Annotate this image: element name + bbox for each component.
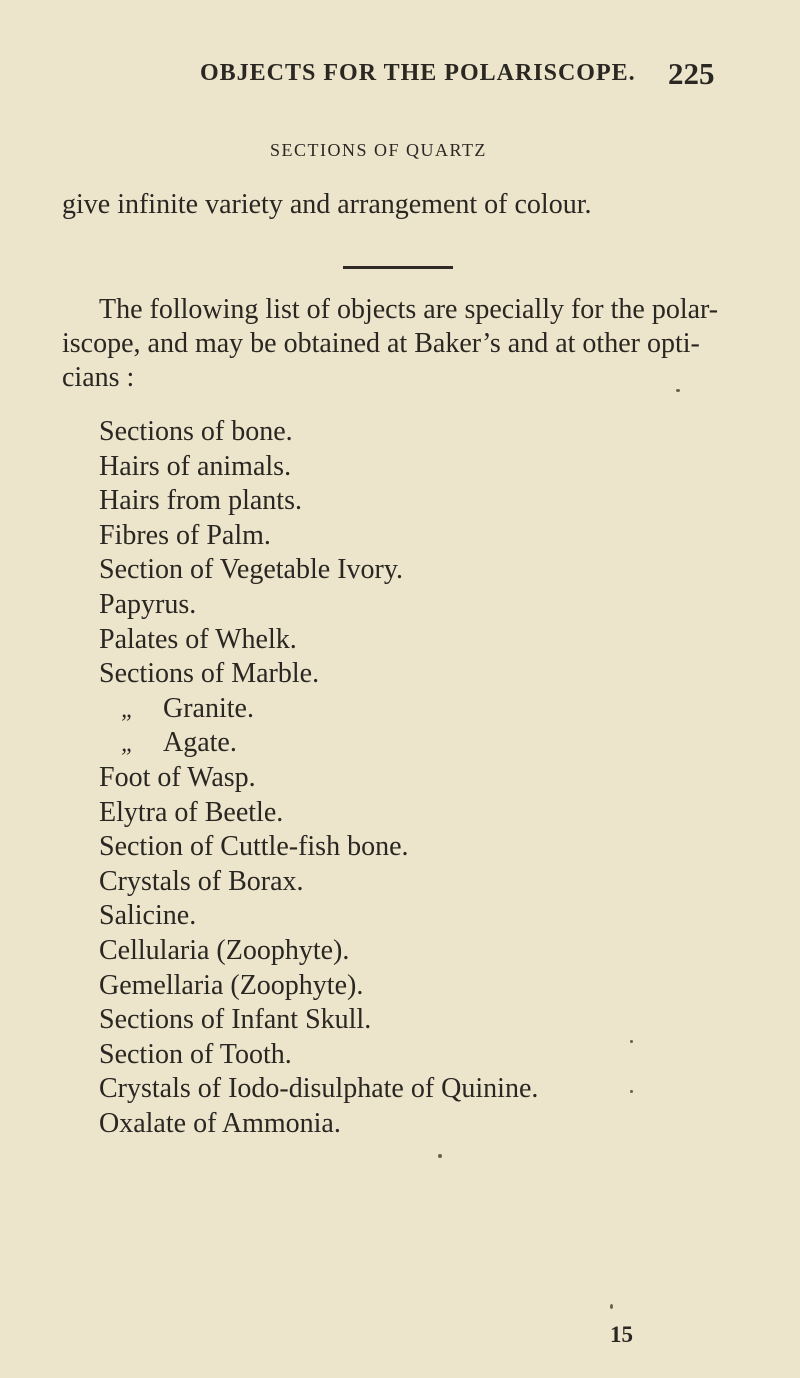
list-item	[99, 866, 304, 898]
list-item-text: Agate.	[163, 727, 237, 759]
ditto-mark: „	[121, 731, 135, 758]
paper-speck	[630, 1040, 633, 1043]
list-item	[99, 520, 271, 552]
list-item-text: Cellularia (Zoophyte).	[99, 935, 350, 966]
signature-mark: 15	[610, 1322, 633, 1347]
list-item	[99, 900, 196, 932]
list-item	[99, 970, 363, 1002]
list-item-text: Salicine.	[99, 900, 197, 932]
list-item-text: Elytra of Beetle.	[99, 796, 284, 828]
list-item-text: Sections of bone.	[99, 416, 293, 447]
list-item-text: Crystals of Iodo-disulphate of Quinine.	[99, 1073, 539, 1105]
list-item	[99, 485, 302, 517]
section-heading: SECTIONS OF QUARTZ	[270, 140, 487, 160]
list-item	[99, 416, 293, 448]
list-item-text: Hairs of animals.	[99, 450, 292, 482]
ditto-mark: „	[121, 696, 135, 723]
paper-speck	[438, 1154, 442, 1158]
list-item	[99, 658, 319, 690]
list-item-text: Sections of Infant Skull.	[99, 1004, 372, 1036]
list-item	[99, 727, 237, 759]
list-item	[99, 1039, 292, 1071]
section-divider	[343, 266, 453, 269]
list-item-text: Papyrus.	[99, 589, 197, 620]
list-item	[99, 589, 196, 621]
running-title: OBJECTS FOR THE POLARISCOPE.	[200, 60, 636, 86]
list-item	[99, 797, 283, 829]
list-item-text: Section of Cuttle-fish bone.	[99, 831, 409, 863]
list-item-text: Granite.	[163, 692, 254, 724]
list-item-text: Palates of Whelk.	[99, 623, 297, 655]
paper-speck	[676, 389, 680, 392]
paper-speck	[630, 1090, 633, 1093]
list-item	[99, 1004, 371, 1036]
page-number: 225	[668, 56, 715, 91]
list-item	[99, 693, 254, 725]
list-item	[99, 935, 349, 967]
paragraph-line-1: The following list of objects are specially for the polar-	[99, 294, 719, 325]
paragraph-line-2: iscope, and may be obtained at Baker’s and at other opti-	[62, 328, 700, 359]
list-item-text: Fibres of Palm.	[99, 519, 271, 551]
list-item	[99, 762, 256, 794]
list-item-text: Section of Tooth.	[99, 1038, 292, 1070]
list-item-text: Gemellaria (Zoophyte).	[99, 969, 364, 1001]
list-item	[99, 1108, 341, 1140]
list-item	[99, 1073, 538, 1105]
list-item-text: Sections of Marble.	[99, 658, 320, 690]
intro-sentence: give infinite variety and arrangement of colour.	[62, 189, 592, 220]
list-item-text: Foot of Wasp.	[99, 762, 256, 793]
list-item-text: Hairs from plants.	[99, 485, 302, 517]
list-item	[99, 831, 409, 863]
paragraph-line-3: cians :	[62, 362, 135, 393]
list-item	[99, 554, 403, 586]
list-item	[99, 451, 291, 483]
list-item-text: Section of Vegetable Ivory.	[99, 554, 404, 586]
list-item-text: Oxalate of Ammonia.	[99, 1108, 341, 1139]
list-item-text: Crystals of Borax.	[99, 865, 304, 897]
paper-speck	[610, 1304, 613, 1309]
list-item	[99, 624, 297, 656]
